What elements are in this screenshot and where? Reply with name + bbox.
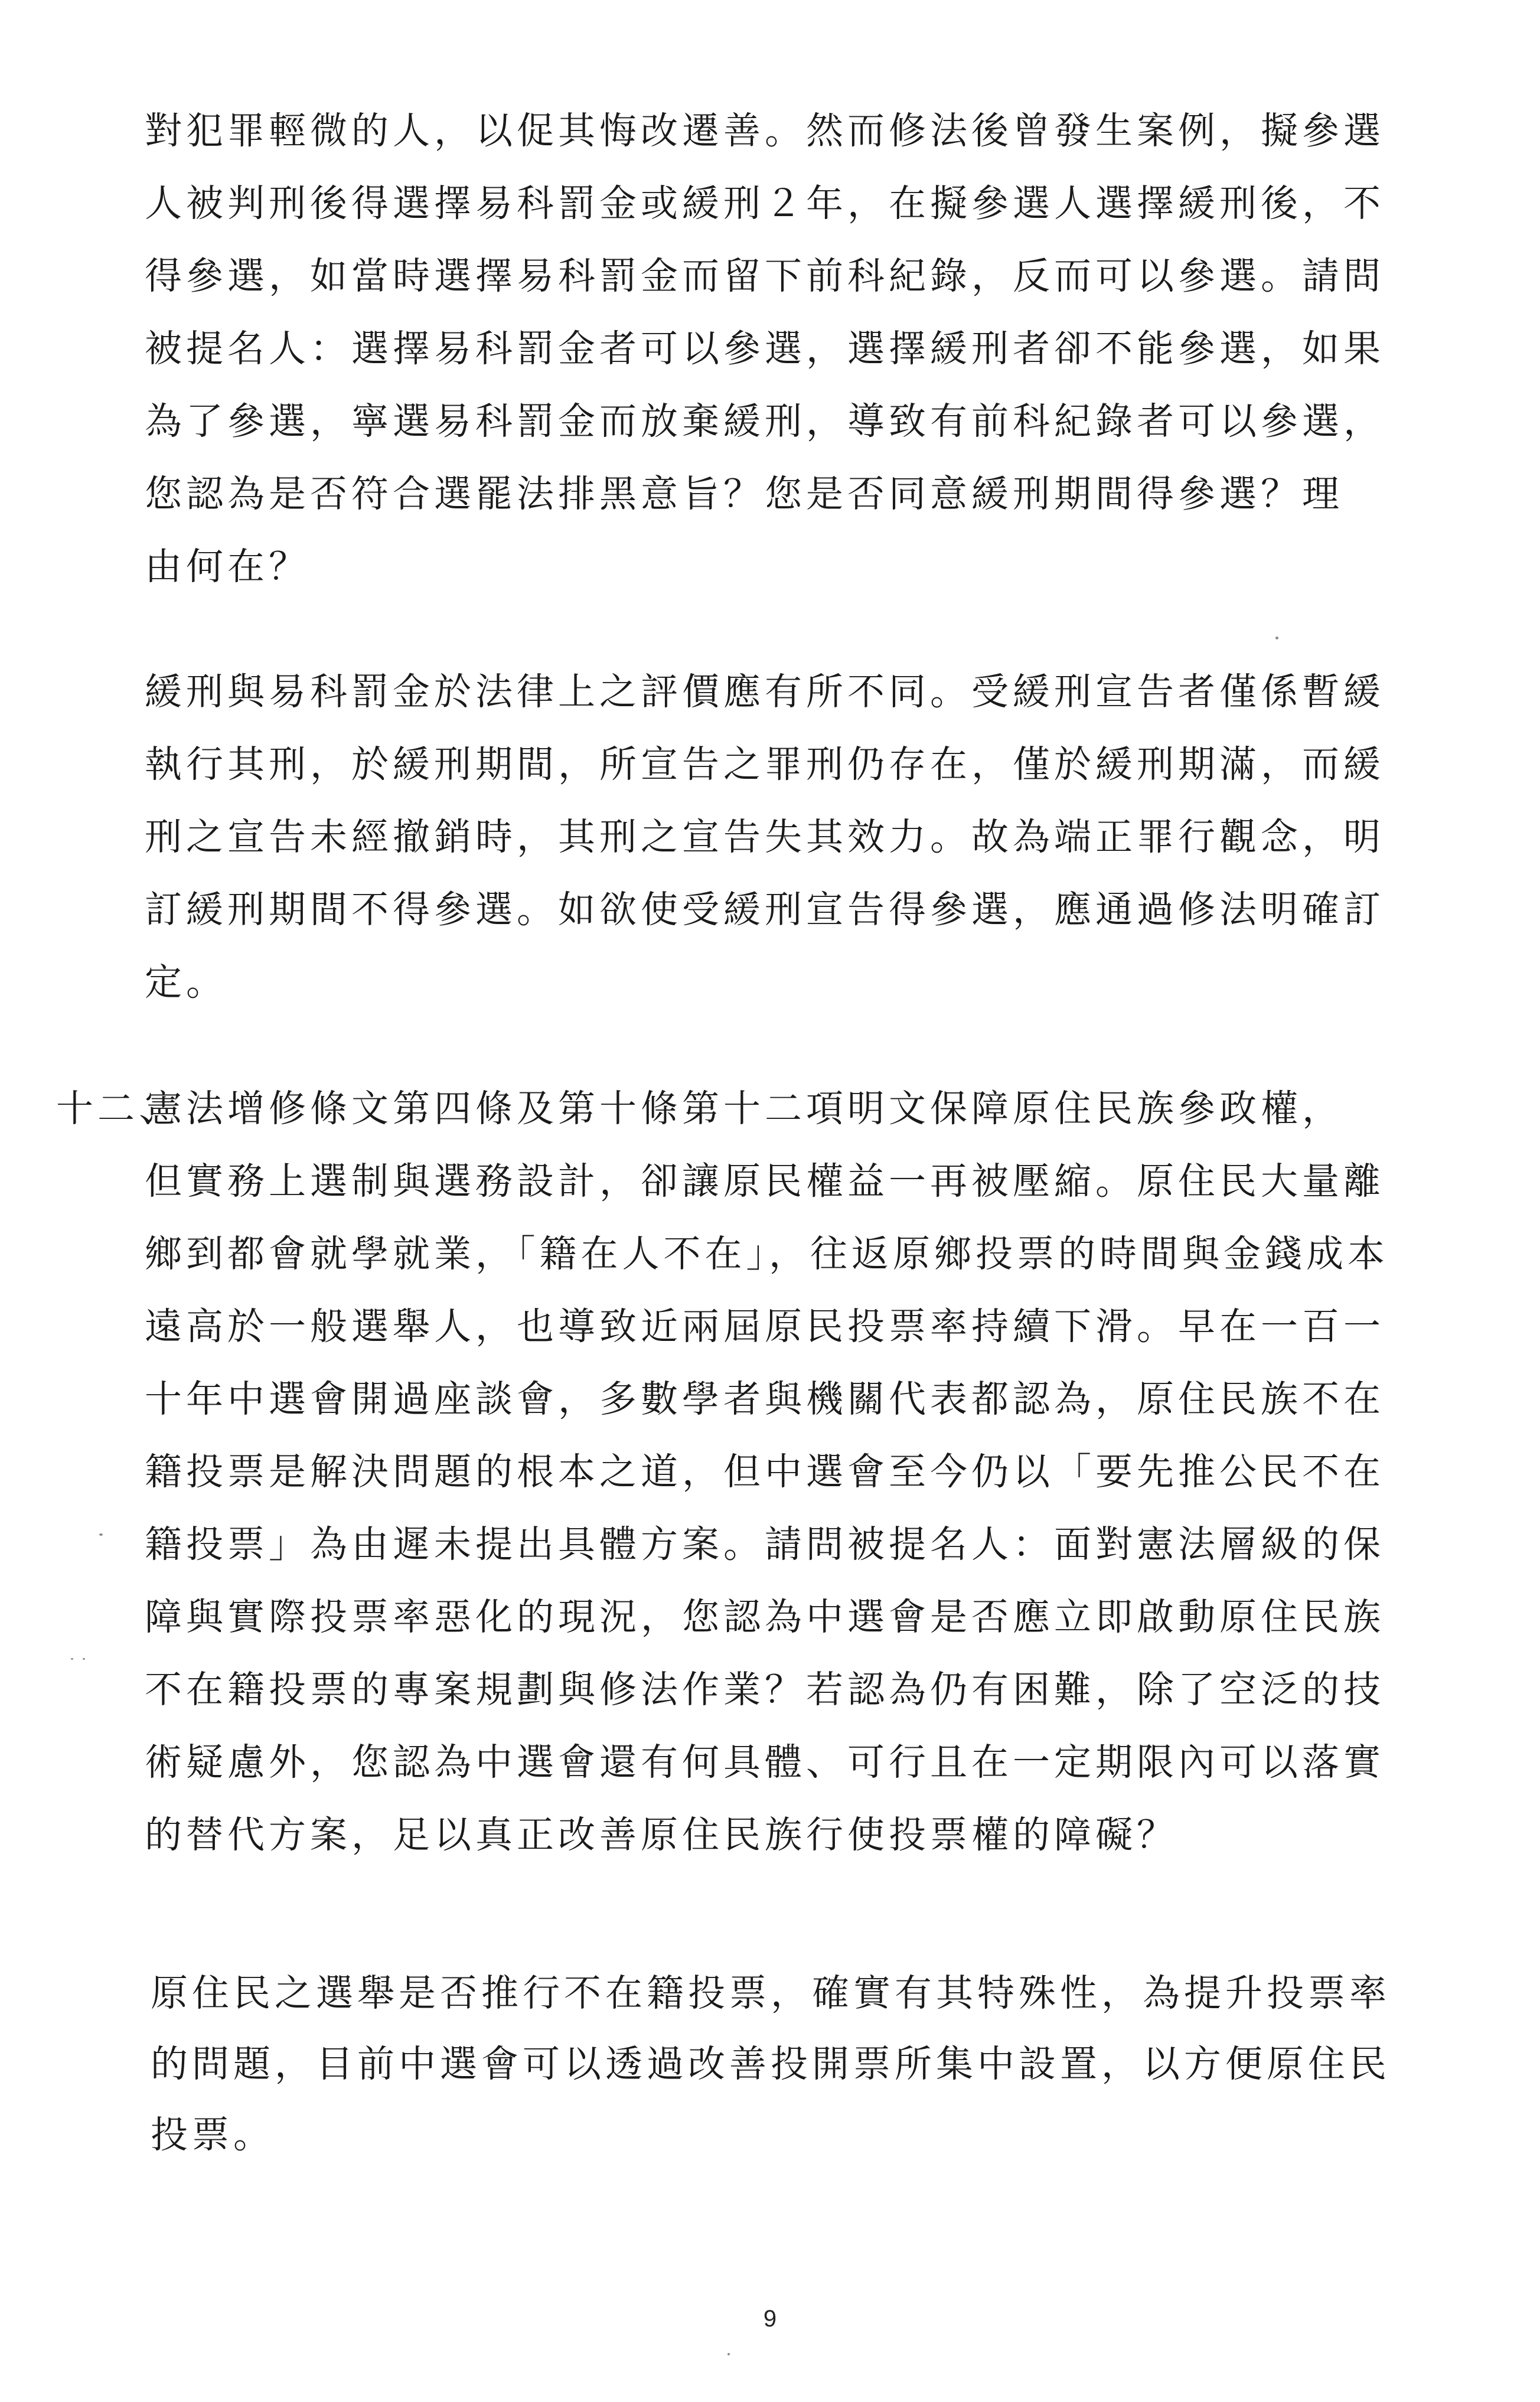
text-line: 對犯罪輕微的人，以促其悔改遷善。然而修法後曾發生案例，擬參選 (145, 109, 1385, 152)
text-line: 您認為是否符合選罷法排黑意旨？您是否同意緩刑期間得參選？理 (145, 472, 1343, 515)
scan-speck (99, 1533, 103, 1536)
scan-speck (1275, 637, 1278, 639)
text-line: 被提名人：選擇易科罰金者可以參選，選擇緩刑者卻不能參選，如果 (145, 327, 1385, 370)
text-line: 障與實際投票率惡化的現況，您認為中選會是否應立即啟動原住民族 (145, 1595, 1385, 1639)
text-line: 十年中選會開過座談會，多數學者與機關代表都認為，原住民族不在 (145, 1378, 1385, 1421)
text-line: 但實務上選制與選務設計，卻讓原民權益一再被壓縮。原住民大量離 (145, 1160, 1385, 1203)
page-number: 9 (763, 2306, 777, 2332)
text-line: 為了參選，寧選易科罰金而放棄緩刑，導致有前科紀錄者可以參選， (145, 400, 1385, 443)
text-line: 不在籍投票的專案規劃與修法作業？若認為仍有困難，除了空泛的技 (145, 1668, 1385, 1711)
scan-speck (727, 2353, 730, 2355)
text-line: 鄉到都會就學就業，「籍在人不在」，往返原鄉投票的時間與金錢成本 (145, 1232, 1389, 1275)
text-line: 緩刑與易科罰金於法律上之評價應有所不同。受緩刑宣告者僅係暫緩 (145, 670, 1385, 713)
text-line: 得參選，如當時選擇易科罰金而留下前科紀錄，反而可以參選。請問 (145, 254, 1385, 298)
scan-speck (83, 1658, 85, 1660)
text-line: 執行其刑，於緩刑期間，所宣告之罪刑仍存在，僅於緩刑期滿，而緩 (145, 743, 1385, 786)
text-line: 遠高於一般選舉人，也導致近兩屆原民投票率持續下滑。早在一百一 (145, 1305, 1385, 1348)
question-11-continuation (145, 94, 1385, 603)
text-line: 的問題，目前中選會可以透過改善投開票所集中設置，以方便原住民 (151, 2042, 1391, 2086)
text-line: 由何在？ (145, 545, 310, 588)
text-line: 術疑慮外，您認為中選會還有何具體、可行且在一定期限內可以落實 (145, 1741, 1385, 1784)
text-line: 憲法增修條文第四條及第十條第十二項明文保障原住民族參政權， (145, 1087, 1343, 1130)
scan-speck (71, 1658, 73, 1660)
text-line: 原住民之選舉是否推行不在籍投票，確實有其特殊性，為提升投票率 (151, 1972, 1391, 2015)
text-line: 定。 (145, 961, 227, 1004)
answer-12 (151, 1958, 1391, 2171)
text-line: 籍投票是解決問題的根本之道，但中選會至今仍以「要先推公民不在 (145, 1450, 1385, 1493)
question-12-label: 十二、 (56, 1087, 180, 1130)
answer-11 (145, 655, 1385, 1019)
text-line: 訂緩刑期間不得參選。如欲使受緩刑宣告得參選，應通過修法明確訂 (145, 888, 1385, 931)
question-12 (145, 1072, 1389, 1871)
text-line: 的替代方案，足以真正改善原住民族行使投票權的障礙？ (145, 1813, 1178, 1856)
text-line: 投票。 (151, 2113, 275, 2156)
text-line: 人被判刑後得選擇易科罰金或緩刑２年，在擬參選人選擇緩刑後，不 (145, 182, 1385, 225)
text-line: 刑之宣告未經撤銷時，其刑之宣告失其效力。故為端正罪行觀念，明 (145, 815, 1385, 859)
text-line: 籍投票」為由遲未提出具體方案。請問被提名人：面對憲法層級的保 (145, 1523, 1385, 1566)
